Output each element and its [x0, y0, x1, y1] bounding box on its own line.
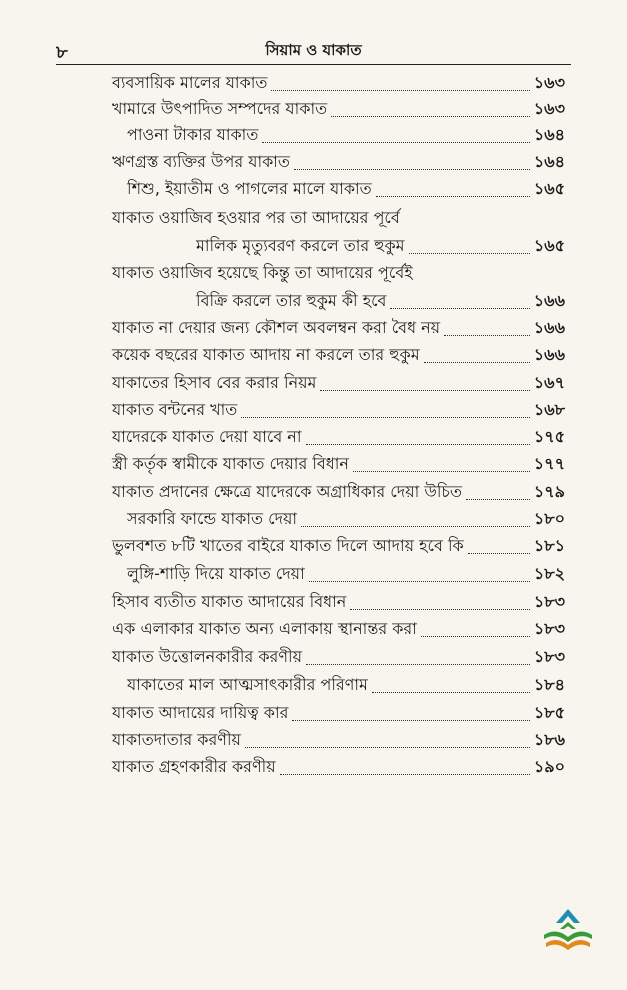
toc-page-number: ১৮৩ — [533, 619, 565, 638]
toc-page-number: ১৭৫ — [533, 427, 565, 446]
toc-entry — [112, 150, 565, 176]
toc-page-number: ১৮৬ — [533, 730, 565, 749]
toc-entry-title: যাকাত উত্তোলনকারীর করণীয় — [112, 647, 303, 666]
toc-entry — [196, 289, 565, 315]
toc-page-number: ১৬৪ — [533, 125, 565, 144]
running-title: সিয়াম ও যাকাত — [265, 41, 362, 59]
toc-entry-title: যাদেরকে যাকাত দেয়া যাবে না — [112, 427, 302, 446]
toc-page-number: ১৬৬ — [533, 318, 565, 337]
dot-leader — [390, 308, 529, 309]
toc-page-number: ১৮০ — [533, 509, 565, 528]
toc-entry-title: ব্যবসায়িক মালের যাকাত — [112, 73, 268, 92]
toc-page-number: ১৮৩ — [533, 647, 565, 666]
toc-page-number: ১৭৯ — [533, 482, 565, 501]
dot-leader — [271, 90, 529, 91]
toc-entry — [112, 425, 565, 451]
toc-entry — [112, 452, 565, 478]
dot-leader — [280, 774, 530, 775]
toc-entry — [112, 398, 565, 424]
toc-entry — [127, 562, 565, 588]
toc-entry — [112, 534, 565, 560]
toc-page-number: ১৬৪ — [533, 152, 565, 171]
toc-entry — [127, 177, 565, 203]
toc-page-number: ১৭৭ — [533, 454, 565, 473]
toc-entry-title: খামারে উৎপাদিত সম্পদের যাকাত — [112, 99, 328, 118]
dot-leader — [421, 636, 530, 637]
toc-entry-title: যাকাত আদায়ের দায়িত্ব কার — [112, 703, 289, 722]
toc-page-number: ১৮১ — [533, 536, 565, 555]
dot-leader — [409, 253, 530, 254]
toc-entry-title: এক এলাকার যাকাত অন্য এলাকায় স্থানান্তর করা — [112, 619, 417, 638]
dot-leader — [466, 499, 530, 500]
toc-entry-title: যাকাত না দেয়ার জন্য কৌশল অবলম্বন করা বৈধ নয় — [112, 318, 441, 337]
toc-page-number: ১৮৪ — [533, 675, 565, 694]
toc-entry-title: হিসাব ব্যতীত যাকাত আদায়ের বিধান — [112, 592, 347, 611]
toc-entry — [127, 673, 565, 699]
dot-leader — [372, 692, 530, 693]
toc-entry-title: যাকাত বন্টনের খাত — [112, 400, 238, 419]
toc-page-number: ১৬৩ — [533, 99, 565, 118]
toc-entry — [112, 755, 565, 781]
toc-entry-title: পাওনা টাকার যাকাত — [127, 125, 259, 144]
toc-entry-title: ভুলবশত ৮টি খাতের বাইরে যাকাত দিলে আদায় হবে কি — [112, 536, 464, 555]
dot-leader — [376, 196, 530, 197]
dot-leader — [331, 116, 530, 117]
toc-entry — [112, 343, 565, 369]
dot-leader — [241, 417, 530, 418]
toc-entry — [112, 701, 565, 727]
toc-page-number: ১৬৫ — [533, 179, 565, 198]
toc-page-number: ১৬৬ — [533, 291, 565, 310]
toc-entry — [112, 97, 565, 123]
page-number: ৮ — [56, 42, 68, 63]
toc-entry-title: যাকাত ওয়াজিব হওয়ার পর তা আদায়ের পূর্বে — [112, 208, 400, 227]
toc-entry-title: যাকাত ওয়াজিব হয়েছে কিন্তু তা আদায়ের পূর্বেই — [112, 263, 413, 282]
dot-leader — [468, 553, 530, 554]
page-header — [56, 38, 571, 65]
toc-entry — [127, 123, 565, 149]
toc-page-number: ১৮৫ — [533, 703, 565, 722]
toc-page-number: ১৬৫ — [533, 236, 565, 255]
dot-leader — [294, 169, 530, 170]
dot-leader — [306, 664, 530, 665]
dot-leader — [292, 720, 529, 721]
toc-entry — [112, 728, 565, 754]
dot-leader — [245, 747, 530, 748]
toc-entry — [112, 71, 565, 97]
toc-entry-title: যাকাত গ্রহণকারীর করণীয় — [112, 757, 276, 776]
toc-entry-title-continued: বিক্রি করলে তার হুকুম কী হবে — [196, 291, 387, 310]
toc-entry-title: যাকাতের মাল আত্মসাৎকারীর পরিণাম — [127, 675, 368, 694]
toc-entry — [112, 590, 565, 616]
toc-entry — [127, 507, 565, 533]
dot-leader — [353, 471, 530, 472]
toc-entry-title: ঋণগ্রস্ত ব্যক্তির উপর যাকাত — [112, 152, 290, 171]
toc-page-number: ১৬৬ — [533, 345, 565, 364]
toc-entry — [112, 316, 565, 342]
dot-leader — [424, 362, 530, 363]
toc-entry-title: যাকাত প্রদানের ক্ষেত্রে যাদেরকে অগ্রাধিকার দেয়া উচিত — [112, 482, 463, 501]
dot-leader — [301, 526, 530, 527]
publisher-logo — [540, 905, 596, 957]
toc-entry-title-continued: মালিক মৃত্যুবরণ করলে তার হুকুম — [196, 236, 405, 255]
dot-leader — [306, 444, 530, 445]
toc-entry — [112, 617, 565, 643]
dot-leader — [320, 390, 529, 391]
toc-page-number: ১৬৩ — [533, 73, 565, 92]
toc-page-number: ১৬৭ — [533, 373, 565, 392]
toc-entry — [112, 371, 565, 397]
toc-entry-title: সরকারি ফান্ডে যাকাত দেয়া — [127, 509, 298, 528]
dot-leader — [350, 609, 530, 610]
toc-entry-title: লুঙ্গি-শাড়ি দিয়ে যাকাত দেয়া — [127, 564, 305, 583]
dot-leader — [444, 335, 530, 336]
toc-entry-title: স্ত্রী কর্তৃক স্বামীকে যাকাত দেয়ার বিধান — [112, 454, 349, 473]
toc-entry — [196, 234, 565, 260]
toc-page-number: ১৮৩ — [533, 592, 565, 611]
toc-entry-title: যাকাতদাতার করণীয় — [112, 730, 241, 749]
toc-entry-title: যাকাতের হিসাব বের করার নিয়ম — [112, 373, 317, 392]
toc-entry — [112, 645, 565, 671]
dot-leader — [262, 142, 530, 143]
toc-page-number: ১৮২ — [533, 564, 565, 583]
toc-entry — [112, 480, 565, 506]
toc-entry-title: শিশু, ইয়াতীম ও পাগলের মালে যাকাত — [127, 179, 372, 198]
toc-page-number: ১৬৮ — [533, 400, 565, 419]
toc-page-number: ১৯০ — [533, 757, 565, 776]
dot-leader — [309, 581, 530, 582]
toc-entry-title: কয়েক বছরের যাকাত আদায় না করলে তার হুকুম — [112, 345, 420, 364]
